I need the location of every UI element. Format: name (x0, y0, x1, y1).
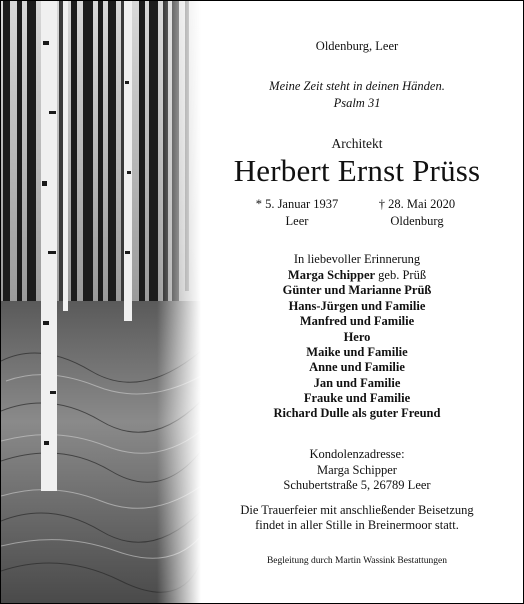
mourner-first-suffix: geb. Prüß (375, 268, 427, 282)
undertaker: Begleitung durch Martin Wassink Bestattungen (266, 556, 448, 566)
birch-forest-photo (1, 1, 201, 603)
mourner-item: Manfred und Familie (299, 314, 415, 328)
mourner-item: Hans-Jürgen und Familie (288, 299, 426, 313)
funeral-line-2: findet in aller Stille in Breinermoor statt. (255, 518, 459, 532)
condolence-address: Schubertstraße 5, 26789 Leer (283, 478, 431, 492)
quote-source: Psalm 31 (333, 96, 381, 110)
birth-date: * 5. Januar 1937 (255, 197, 339, 211)
mourner-item: Anne und Familie (309, 360, 405, 374)
mourner-first-name: Marga Schipper (287, 268, 376, 282)
profession: Architekt (331, 136, 383, 151)
notice-text (191, 1, 523, 603)
mourner-item: Hero (343, 330, 371, 344)
mourner-item: Jan und Familie (313, 376, 401, 390)
quote-text: Meine Zeit steht in deinen Händen. (269, 79, 445, 93)
birth-place: Leer (285, 214, 309, 228)
life-dates (191, 197, 523, 231)
funeral-line-1: Die Trauerfeier mit anschließender Beisetzung (240, 503, 474, 517)
remembrance-intro: In liebevoller Erinnerung (293, 252, 421, 266)
condolence-heading: Kondolenzadresse: (309, 447, 405, 461)
mourner-first (191, 268, 523, 283)
location: Oldenburg, Leer (315, 39, 399, 53)
deceased-name: Herbert Ernst Prüss (233, 153, 481, 188)
death-date: † 28. Mai 2020 (378, 197, 456, 211)
mourner-item: Frauke und Familie (303, 391, 411, 405)
mourner-item: Richard Dulle als guter Freund (273, 406, 441, 420)
death-place: Oldenburg (390, 214, 444, 228)
mourner-item: Günter und Marianne Prüß (282, 283, 432, 297)
mourner-item: Maike und Familie (306, 345, 408, 359)
condolence-name: Marga Schipper (317, 463, 397, 477)
